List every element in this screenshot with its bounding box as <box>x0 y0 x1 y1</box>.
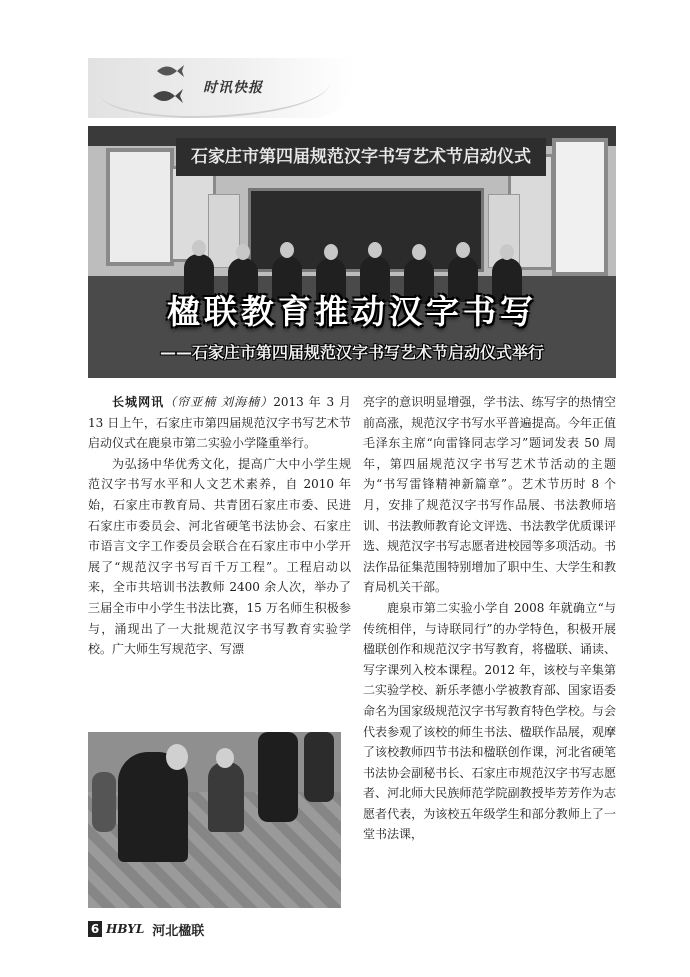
photo-window <box>106 148 174 266</box>
attendee-head <box>412 244 426 260</box>
byline-authors: （帘亚楠 刘海楠） <box>164 395 274 409</box>
attendee-head <box>192 240 206 256</box>
attendee-head <box>368 242 382 258</box>
attendee-head <box>324 244 338 260</box>
photo-person <box>258 732 298 822</box>
footer-brand: HBYL <box>106 922 145 936</box>
attendee-head <box>456 242 470 258</box>
photo-person-face <box>166 744 188 770</box>
article-paragraph: 为弘扬中华优秀文化，提高广大中小学生规范汉字书写水平和人文艺术素养，自 2010 年始，石家庄市教育局、共青团石家庄市委、民进石家庄市委员会、河北省硬笔书法协会、石家庄市语言文字工作委员会联合在石家庄市中小学开展了“规范汉字书写百千万工程”。工程启动以来，全市共培训书法教师 2400 余人次，举办了三届全市中小学生书法比赛，15 万名师生积极参与，涌现出了一大批规范汉字书写教育实验学校。广大师生写规范字、写漂 <box>88 456 351 657</box>
article-title: 楹联教育推动汉字书写 <box>167 292 537 331</box>
byline-source: 长城网讯 <box>112 395 165 409</box>
main-photo <box>88 126 616 378</box>
attendee-head <box>236 244 250 260</box>
article-paragraph: 鹿泉市第二实验小学自 2008 年就确立“与传统相伴，与诗联同行”的办学特色，积极开展楹联创作和规范汉字书写教育，将楹联、诵读、写字课列入校本课程。2012 年，该校与辛集第二实验学校、新乐孝德小学被教育部、国家语委命名为国家级规范汉字书写教育特色学校。与会代表参观了该校的师生书法、楹联作品展，观摩了该校教师四节书法和楹联创作课，河北省硬笔书法协会副秘书长、石家庄市规范汉字书写志愿者、河北师大民族师范学院副教授毕芳芳作为志愿者代表，为该校五年级学生和部分教师上了一堂书法课， <box>363 600 616 842</box>
page-footer <box>88 920 204 938</box>
photo-window <box>552 138 608 276</box>
article-paragraph: 亮字的意识明显增强，学书法、练写字的热情空前高涨，规范汉字书写水平普遍提高。今年正值毛泽东主席“向雷锋同志学习”题词发表 50 周年，第四届规范汉字书写艺术节活动的主题为“书写雷锋精神新篇章”。艺术节历时 8 个月，安排了规范汉字书写作品展、书法教师培训、书法教师教育论文评选、书法教学优质课评选、规范汉字书写志愿者进校园等多项活动。书法作品征集范围特别增加了职中生、大学生和教育局机关干部。 <box>363 395 616 595</box>
ceremony-banner: 石家庄市第四届规范汉字书写艺术节启动仪式 <box>176 138 546 176</box>
article-subtitle: ——石家庄市第四届规范汉字书写艺术节启动仪式举行 <box>159 343 544 362</box>
fish-icon <box>150 86 184 106</box>
article-paragraph <box>88 392 351 454</box>
photo-person-face <box>216 748 234 768</box>
page-number: 6 <box>88 921 102 937</box>
attendee-head <box>500 244 514 260</box>
section-title: 时讯快报 <box>203 80 263 96</box>
photo-person <box>92 772 116 832</box>
attendee-head <box>280 242 294 258</box>
fish-icon <box>155 62 185 80</box>
photo-person <box>304 732 334 802</box>
paragraph-text: 2013 年 3 月 13 日上午，石家庄市第四届规范汉字书写艺术节启动仪式在鹿泉市第二实验小学隆重举行。 <box>88 395 351 451</box>
calligraphy-photo <box>88 732 341 908</box>
magazine-name: 河北楹联 <box>152 923 205 939</box>
photo-person <box>208 762 244 832</box>
article-column-left <box>88 392 351 660</box>
wall-poster <box>208 194 240 268</box>
article-column-right <box>363 392 616 845</box>
